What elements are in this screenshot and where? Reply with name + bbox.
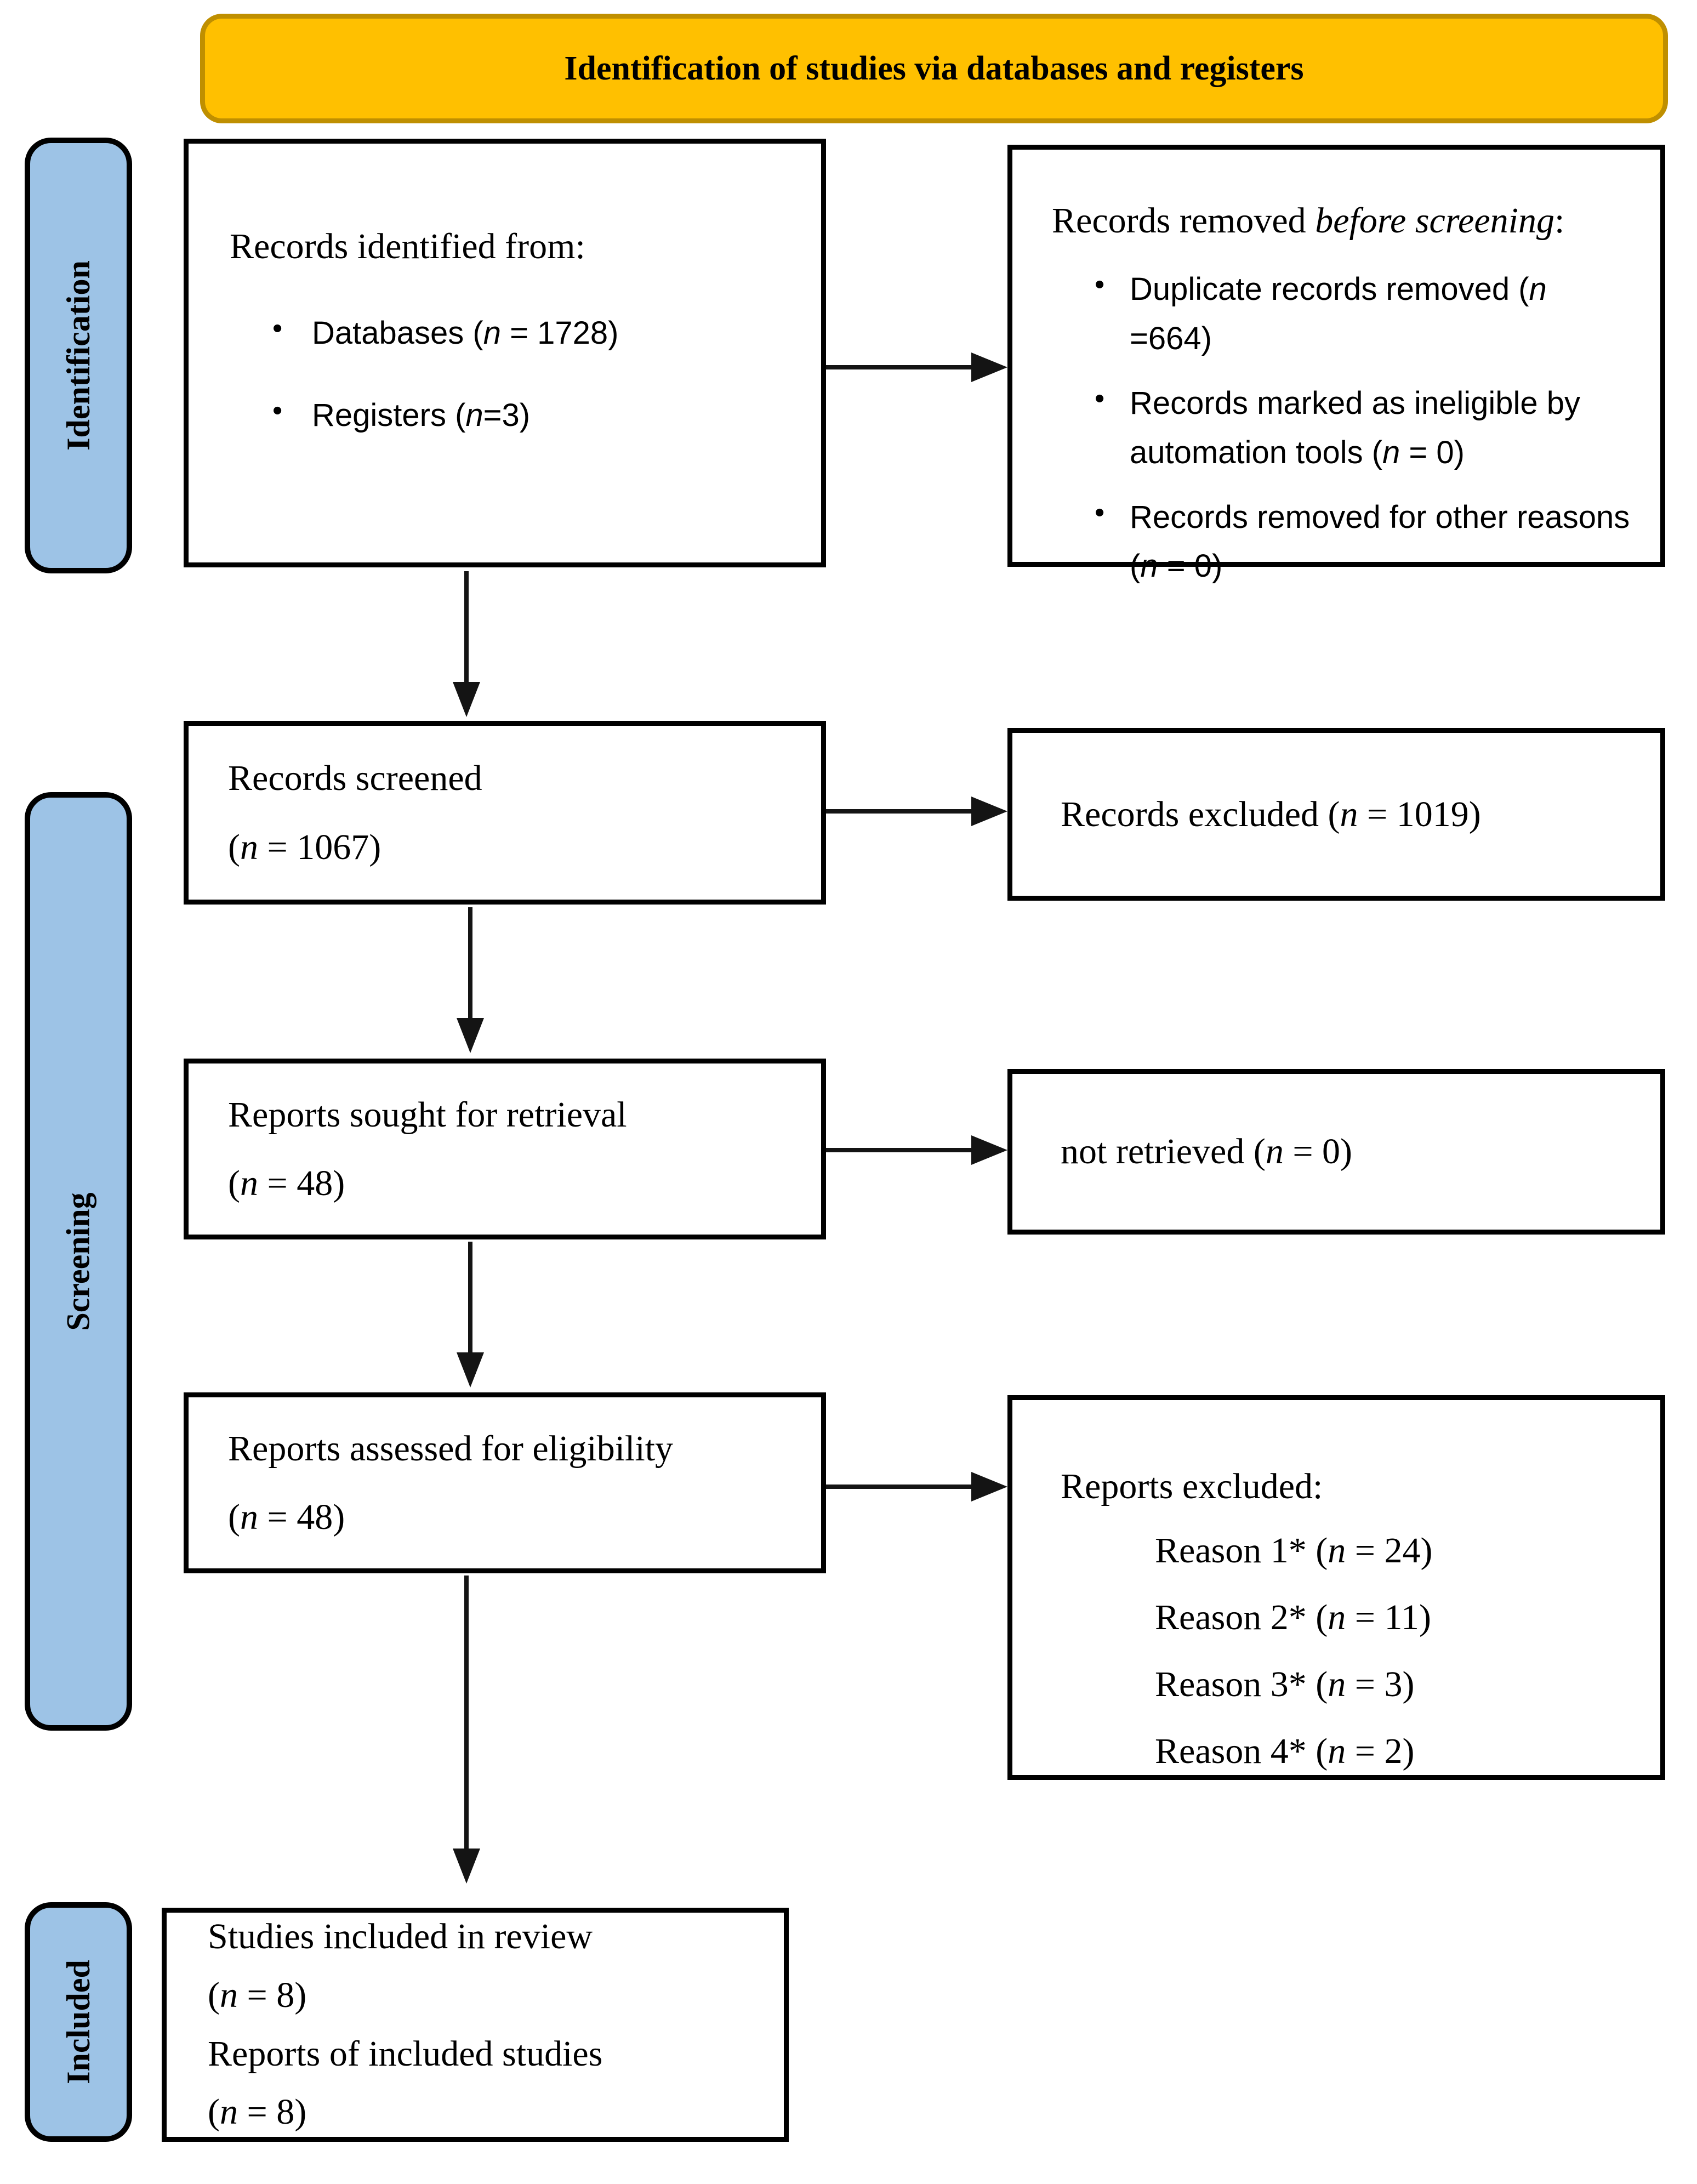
reports-assessed-line1: Reports assessed for eligibility bbox=[228, 1428, 674, 1469]
stage-label-screening-text: Screening bbox=[60, 1192, 96, 1331]
records-removed-heading bbox=[1052, 200, 1636, 242]
studies-included-line4: (n = 8) bbox=[208, 2092, 307, 2132]
bullet-other-reasons: • Records removed for other reasons (n = 0) bbox=[1052, 493, 1636, 592]
records-identified-bullet-list bbox=[230, 309, 805, 440]
records-identified-heading: Records identified from: bbox=[230, 226, 585, 266]
arrow-down-head-icon bbox=[453, 1849, 480, 1884]
records-screened-line2: (n = 1067) bbox=[228, 827, 381, 867]
reports-sought-line2: (n = 48) bbox=[228, 1163, 345, 1203]
banner bbox=[200, 14, 1668, 123]
box-records-removed bbox=[1007, 145, 1665, 584]
arrow-down-head-icon bbox=[453, 682, 480, 717]
arrow-down-head-icon bbox=[457, 1352, 484, 1387]
records-removed-heading-post: : bbox=[1554, 201, 1565, 241]
reason-2: Reason 2* (n = 11) bbox=[1155, 1597, 1432, 1638]
arrow-shaft bbox=[826, 1485, 972, 1489]
reason-3: Reason 3* (n = 3) bbox=[1155, 1664, 1415, 1705]
studies-included-line3: Reports of included studies bbox=[208, 2033, 603, 2074]
reports-assessed-line2: (n = 48) bbox=[228, 1497, 345, 1537]
records-excluded-text: Records excluded (n = 1019) bbox=[1061, 794, 1481, 834]
arrow-right-head-icon bbox=[971, 352, 1007, 382]
arrow-right-head-icon bbox=[971, 1135, 1007, 1165]
box-reports-excluded bbox=[1007, 1395, 1665, 1780]
reports-not-retrieved-text: not retrieved (n = 0) bbox=[1061, 1131, 1353, 1171]
reason-4: Reason 4* (n = 2) bbox=[1155, 1731, 1415, 1772]
box-reports-sought bbox=[184, 1059, 826, 1239]
box-records-excluded bbox=[1007, 728, 1665, 901]
records-removed-heading-pre: Records removed bbox=[1052, 201, 1316, 241]
arrow-shaft bbox=[468, 1242, 472, 1353]
box-reports-not-retrieved bbox=[1007, 1069, 1665, 1235]
stage-label-identification bbox=[25, 138, 132, 573]
arrow-shaft bbox=[826, 365, 972, 369]
box-studies-included bbox=[162, 1908, 789, 2142]
bullet-automation-ineligible: • Records marked as ineligible by automation tools (n = 0) bbox=[1052, 379, 1636, 477]
stage-label-identification-text: Identification bbox=[60, 260, 96, 451]
bullet-duplicates-removed: • Duplicate records removed (n =664) bbox=[1052, 265, 1636, 363]
bullet-databases: • Databases (n = 1728) bbox=[230, 309, 805, 358]
box-records-identified bbox=[184, 139, 826, 567]
studies-included-line1: Studies included in review bbox=[208, 1916, 593, 1957]
arrow-shaft bbox=[826, 1148, 972, 1152]
records-screened-line1: Records screened bbox=[228, 758, 482, 799]
arrow-shaft bbox=[464, 571, 469, 683]
arrow-right-head-icon bbox=[971, 797, 1007, 826]
box-records-screened bbox=[184, 721, 826, 905]
stage-label-included-text: Included bbox=[60, 1960, 96, 2084]
arrow-down-head-icon bbox=[457, 1018, 484, 1053]
bullet-registers: • Registers (n=3) bbox=[230, 391, 805, 440]
records-removed-bullet-list bbox=[1052, 265, 1636, 591]
banner-title: Identification of studies via databases and registers bbox=[564, 49, 1304, 87]
reports-excluded-reason-list bbox=[1061, 1517, 1644, 1785]
reports-sought-line1: Reports sought for retrieval bbox=[228, 1094, 627, 1135]
arrow-shaft bbox=[464, 1576, 469, 1850]
stage-label-screening bbox=[25, 792, 132, 1731]
studies-included-line2: (n = 8) bbox=[208, 1975, 307, 2015]
records-removed-heading-emphasis: before screening bbox=[1315, 201, 1554, 241]
reason-1: Reason 1* (n = 24) bbox=[1155, 1531, 1433, 1571]
box-reports-assessed bbox=[184, 1392, 826, 1573]
arrow-shaft bbox=[468, 907, 472, 1019]
stage-label-included bbox=[25, 1902, 132, 2142]
reports-excluded-heading: Reports excluded: bbox=[1061, 1466, 1323, 1506]
arrow-right-head-icon bbox=[971, 1472, 1007, 1502]
arrow-shaft bbox=[826, 809, 972, 814]
